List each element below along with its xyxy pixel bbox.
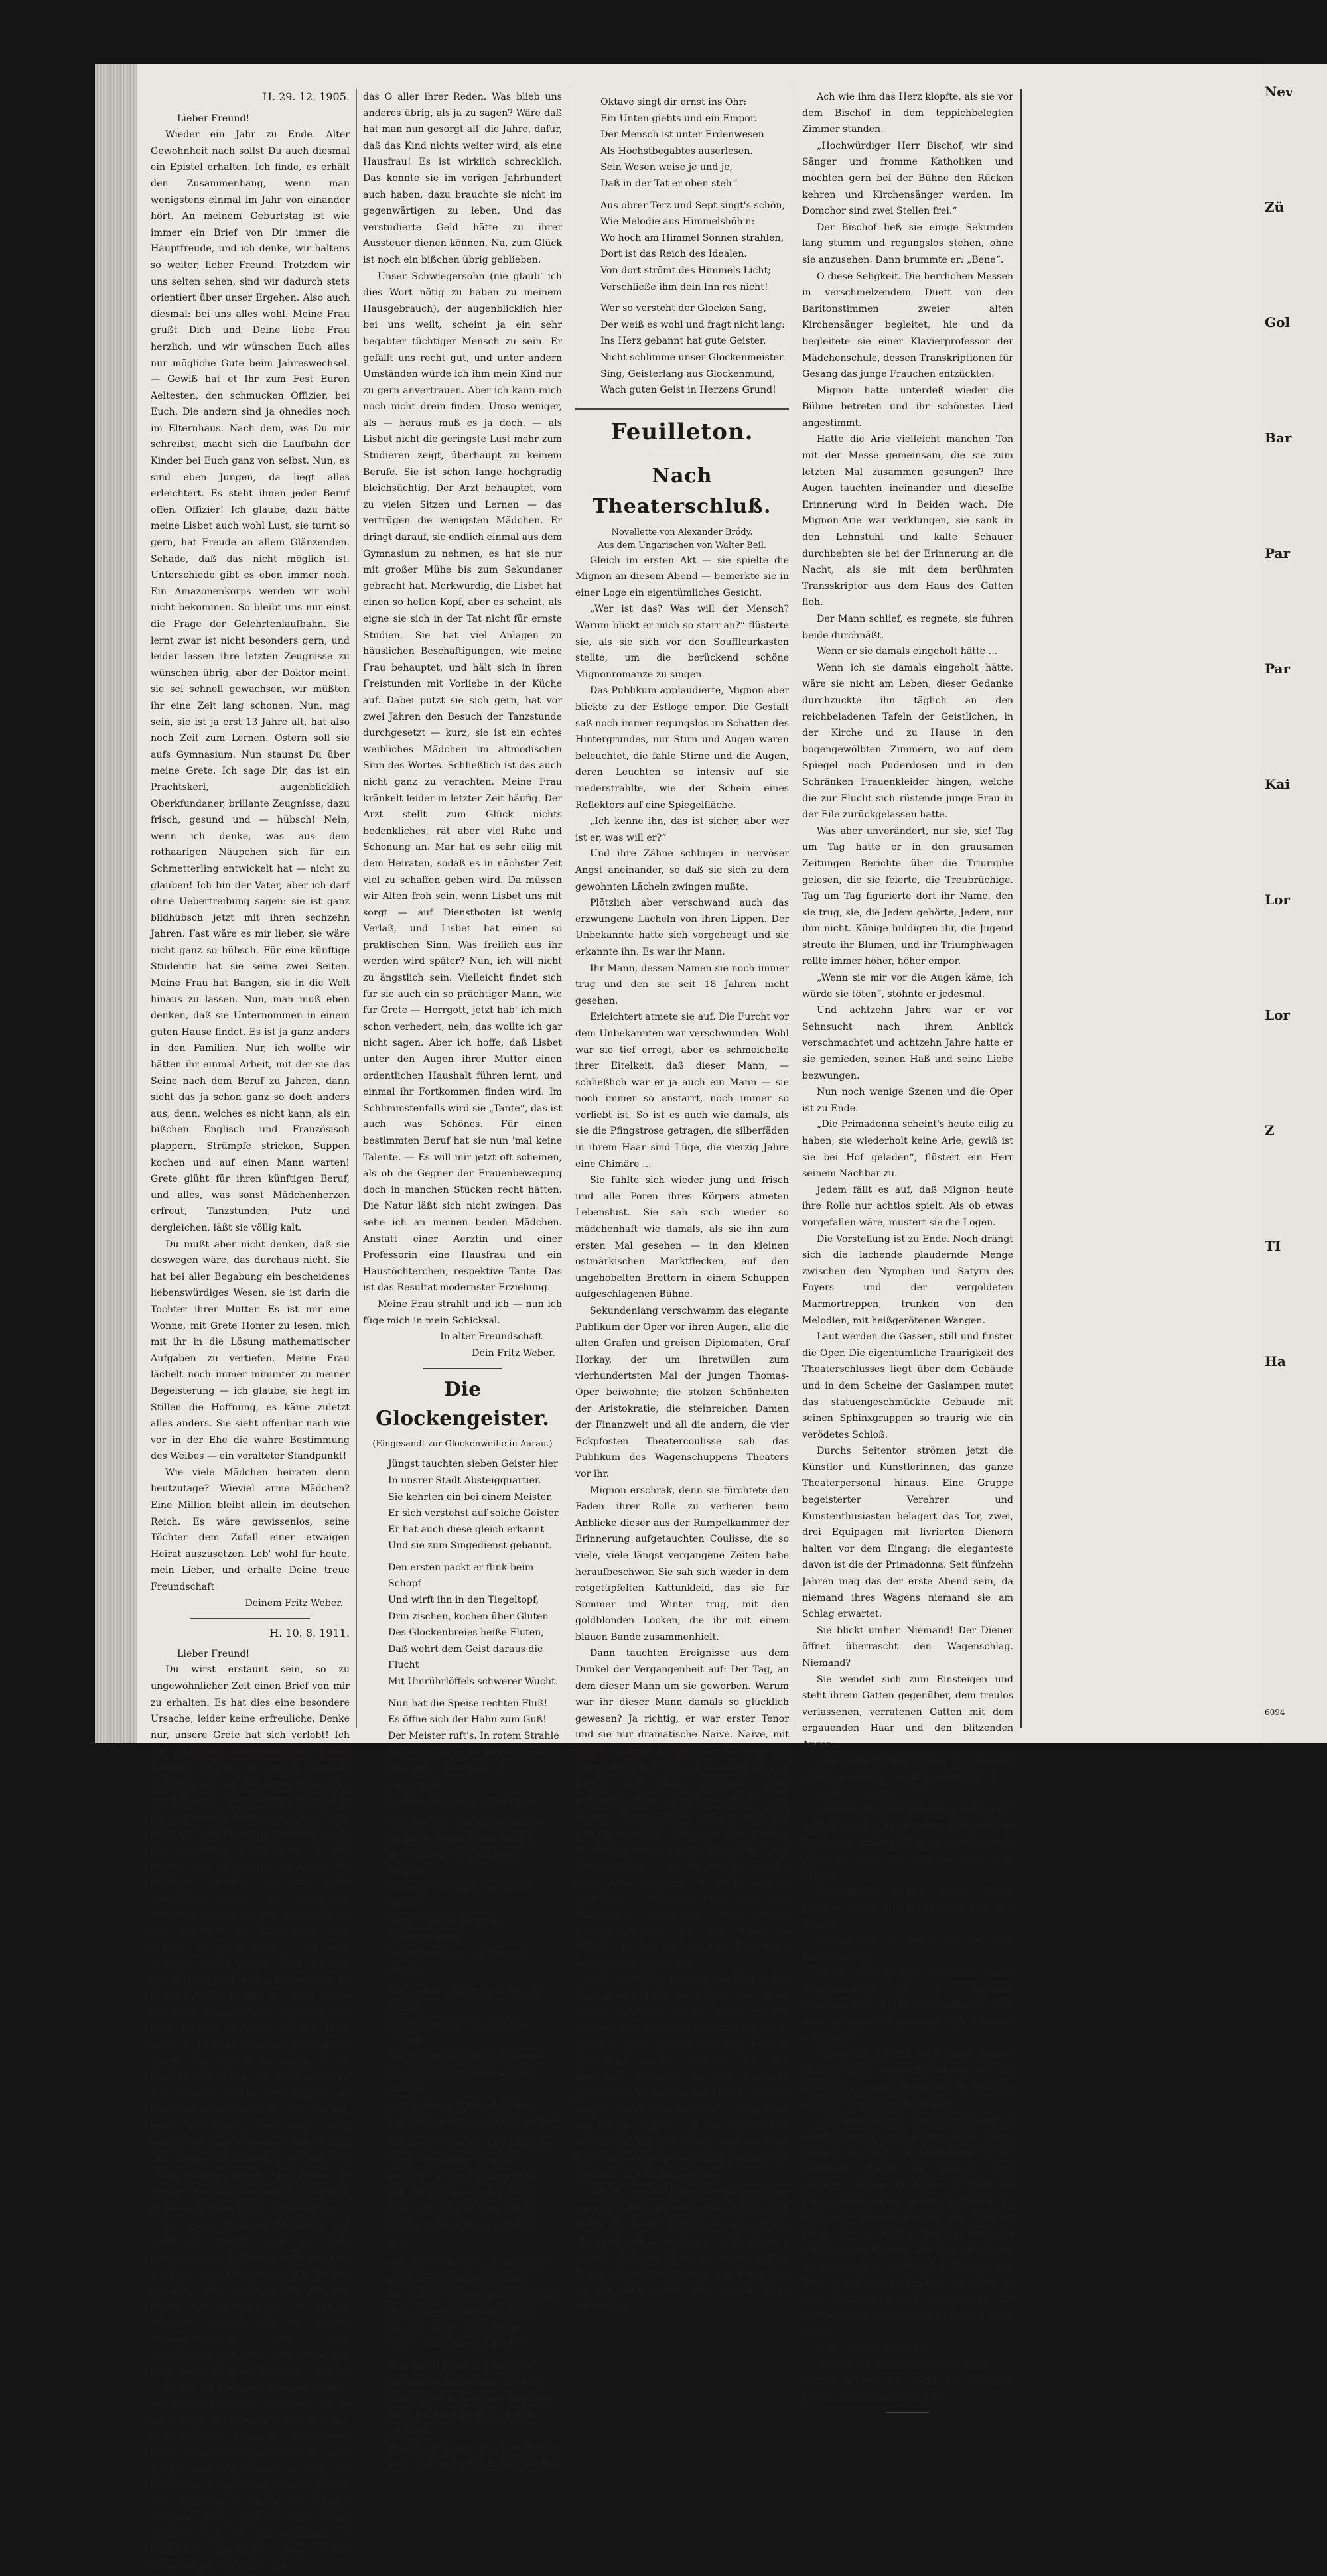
poem-line: Als Höchstbegabtes auserlesen.: [600, 145, 753, 157]
poem-stanza: [575, 198, 789, 296]
poem-line: Der Glocken sieben goß der Meister;: [388, 1850, 522, 1877]
story-paragraph: „Wenn sie mir vor die Augen käme, ich würde sie töten“, stöhnte er jedesmal.: [802, 973, 1013, 1000]
poem-line: Sing, Geisterlang aus Glockenmund,: [600, 368, 775, 379]
margin-heading-fragment: Kai: [1265, 776, 1290, 792]
poem-line: So hört man wie, so Ringend spricht.: [388, 1948, 526, 1976]
story-paragraph: „Die Primadonna scheint's heute eilig zu haben; sie wiederholt keine Arie; gewiß ist sie bei Hof geladen“, flüstert ein Herr seinem Nachbar zu.: [802, 1119, 1013, 1180]
story-title: Nach Theaterschluß.: [593, 464, 772, 518]
poem-stanza: [575, 94, 789, 192]
story-paragraph: Dann tauchten Ereignisse aus dem Dunkel der Vergangenheit auf: Der Tag, an dem dieser Mann um sie geworben. Warum war ihr dieser Mann damals so glücklich gewesen? Ja richtig, er war erster Tenor und sie nur dramatische Naive. Naive, mit dieser Stimme! Sie glaubte, als Frau des Tenoristen, Ansprüche auf Gesangsrollen zu haben. Ihre Rolle verlangte einen melancholischen Gesichtsausdruck und traurige Augen, und es war das erste Mal daß ihr Engel ihr näher zog: die Trauung, die Hochzeitsreise auf einem Heuwagen, die Flitterwochen — wo sie mit der Familie eines alten Komikers in einem Zimmer verlebten — Gühende Liebe und zum Mittagsbrot Schafkäse, die ersten Eifersuchtsszenen, das Alles stand so lebhaft vor ihr, daß sie jene leuchtende Jugendwärme unstrahlte.: [575, 1648, 789, 1969]
poem-line: Volksbildung, breite, tiefe, vor,: [388, 2100, 535, 2111]
column-2: [363, 89, 562, 2470]
poem-line: Von dort strömt des Himmels Licht;: [600, 265, 772, 276]
poem-line: Sein Wesen weise je und je,: [600, 162, 733, 173]
letter-paragraph: Du wirst erstaunt sein, so zu ungewöhnlicher Zeit einen Brief von mir zu erhalten. Es hat dies eine besondere Ursache, leider keine erfreuliche. Denke nur, unsere Grete hat sich verlobt! Ich bin noch ganz benommen von diesem Ereignis, welches in andern Familien vielleicht als ein freudiges bezeichnet werden würde. Aber bei uns! Nein, hätte ich so etwas für möglich gehalten. Grete hatte eben ihr Physikum bestanden, sehr gut bestanden, trotzdem sie in der letzten Zeit oft meinte, es kämen ihr mitunter Zweifel, ob ihre Kraft ausreichen würde für praktische Verwertung ihrer Studien. Das sollte so viel Schweres zu überwinden. Das nehme ich nicht ernst — es geht Männern häufig ebenso. Kurz, ich war glücklich und sah meine Grete schon im Doktorhut. Da kommt sie eines Tages angereist, ganz plötzlich, wirft sich erst ihrer Mutter, dann mir an den Hals, weint, lacht, und ruft aus: Ach, Ihr lieben Eltern, ich bin ja so glücklich, so unendlich glücklich, ich habe mich mit Mar Herzer verlobt! Du kannst Dir unsern Schrecken denken, d. h. meinen, müßt' ich sagen, denn meine Frau machte ein ganz befriedigte Miene dazu und behauptete hinterher, sie hätte so etwas kommen sehen. Mar Herzer ist nämlich der Sohn des Schulrates Herzer, in dessen Familie Grete in Pension war.: [151, 1664, 350, 2214]
story-paragraph: Nun noch wenige Szenen und die Oper ist zu Ende.: [802, 1087, 1013, 1114]
poem-line: Wach guten Geist in Herzens Grund!: [600, 385, 776, 396]
column-3: [575, 89, 789, 2312]
poem-stanza: [363, 1696, 562, 1810]
poem-line: Aus zweiter Glocke, Terz heißt sie,: [388, 2138, 554, 2149]
story-paragraph: „Weißt Du, daß ich noch immer Deinen Namen trage? vielleicht solltest wir gar nicht mehr auseinandergehen, da doch die Komödie ohnehin zu Ende geht.“: [802, 2049, 1013, 2110]
letter-salutation: Lieber Freund!: [177, 113, 250, 124]
story-paragraph: O diese Seligkeit. Die herrlichen Messen in verschmelzendem Duett von den Baritonstimmen zweier alten Kirchensänger begleitet, hie und da begleitete sie einer Klavierprofessor der Mädchenschule, dessen Transkriptionen für Gesang das junge Frauchen entzückten.: [802, 271, 1013, 380]
story-paragraph: Und ihre Zähne schlugen in nervöser Angst aneinander, so daß sie sich zu dem gewohnten Lächeln zwingen mußte.: [575, 848, 789, 892]
story-paragraph: Stumm sitzt er neben ihr, sie aber flüstert hastig:: [802, 1935, 1013, 1962]
poem-line: Ins Erz der Glocke, ist gebannt.: [388, 1796, 540, 1807]
story-paragraph: „Werden Sie mich besuchen, natürlich!“ ergänzt sie die abgerissenen Worte und in die Kissen sinkend führt sie lächelnd fort: „Kommen Sie, wir sind ja nach dem Theater.“: [802, 1804, 1013, 1881]
margin-heading-fragment: Par: [1265, 661, 1290, 677]
poem-line: Den ersten packt er flink beim Schopf: [388, 1562, 534, 1590]
story-paragraph: Erleichtert atmete sie auf. Die Furcht vor dem Unbekannten war verschwunden. Wohl war sie tief erregt, aber es schmeichelte ihrer Eitelkeit, daß dieser Mann, — schließlich war er ja auch ein Mann — sie noch immer so anstarrt, noch immer so verliebt ist. So ist es auch wie damals, als sie die Pfingstrose getragen, die silberfäden in ihrem Haar sind Lüge, die vierzig Jahre eine Chimäre ...: [575, 1012, 789, 1170]
story-paragraph: Und leise flüsterte sie:: [817, 2342, 925, 2354]
poem-line: Die Erde ist ein Wundergarten: [388, 2171, 535, 2182]
margin-heading-fragment: Lor: [1265, 892, 1290, 908]
poem-line: Ins Herz gebannt hat gute Geister,: [600, 336, 766, 347]
adjacent-page-edge: [1261, 64, 1327, 1743]
story-paragraph: Sekundenlang verschwamm das elegante Publikum der Oper vor ihren Augen, alle die alten Grafen und greisen Diplomaten, Graf Horkay, der um ihretwillen zum vierhundertsten Mal der jungen Thomas-Oper beiwohnte; die stolzen Schönheiten der Aristokratie, die steinreichen Damen der Finanzwelt und all die andern, die vier Eckpfosten Theatercoulisse sah das Publikum des Wagenschuppens Theaters vor ihr.: [575, 1306, 789, 1479]
page-binding: [95, 64, 137, 1743]
poem-line: Zu hallen mächtig es beginnt:: [388, 2273, 531, 2285]
letter-signature: Deinem Fritz Weber.: [245, 1597, 343, 1609]
poem-line: Singt lebensfrohe Melodie:: [388, 2154, 518, 2165]
poem-line: Was du auch tust, wie du es treibst,: [388, 2442, 559, 2453]
poem-line: Wie Melodie aus Himmelshöh'n:: [600, 216, 755, 228]
poem-line: Wenn Einer sich zu weit vergriffen,: [388, 2393, 557, 2404]
poem-line: Jüngst tauchten sieben Geister hier: [388, 1459, 558, 1470]
poem-line: Der weiß es wohl und fragt nicht lang:: [600, 319, 785, 330]
poem-line: Und wirft ihn in den Tiegeltopf,: [388, 1595, 539, 1606]
story-paragraph: Laut werden die Gassen, still und finster die Oper. Die eigentümliche Traurigkeit des Theaterschlusses liegt über dem Gebäude und in dem Scheine der Gaslampen mutet das statuengeschmückte Gebäude mit seinen Sphinxgruppen so traurig wie ein verödetes Schloß.: [802, 1331, 1013, 1440]
poem-line: Die edle Kraft, die ist in dir,: [388, 2323, 521, 2334]
letter-dateline: H. 29. 12. 1905.: [263, 90, 350, 103]
story-paragraph: Stolz und mutig warf sie den Kopf in den Nacken und blickte zu dem Gatten empor, dessen knochiges Antlitz wieder in den Schatten tauchte. Ernst und starr blickte er hinunter. Dieser Akt, in dem seine Frau so hinreißend spielte, machte auf ihn denselben Eindruck wie vor achtzehn Jahren. Sie wollte morden, töten, sterben mögen, als er in seine Frau — wenn auch nur auf der Bühne — in den Armen eines andern sah. Ein Zittern voll Qual und Pein, dann wieder durchrieselte ihn abermals der Gedanke: nur ihr, sie war mein.: [575, 1974, 789, 2181]
poem-line: Aus obrer Terz und Sept singt's schön,: [600, 200, 786, 211]
poem-stanza: [363, 1984, 562, 2130]
poem-line: Dem Andern gebe Deine Treue!: [388, 2307, 540, 2317]
letter-dateline: H. 10. 8. 1911.: [269, 1627, 350, 1640]
poem-line: Verschließe ihm dein Inn'res nicht!: [600, 281, 768, 293]
story-paragraph: „Es war so schön, als wir anfingen . . . . Warum sollten wir nicht bei einander bleiben nach Theaterschluß?“: [802, 2359, 1013, 2403]
poem-line: Nicht schlimme unser Glockenmeister.: [600, 352, 786, 363]
poem-line: Mit Bildung, der Weg zu Frieden;: [388, 2051, 548, 2063]
story-paragraph: Mignon erschrak, denn sie fürchtete den Faden ihrer Rolle zu verlieren beim Anblicke dieser aus der Rumpelkammer der Erinnerung aufgetauchten Coulisse, die so viele, viele längst vergangene Zeiten habe heraufbeschwor. Sie sah sich wieder in dem rotgetüpfelten Kattunkleid, das sie für Sommer und Winter trug, mit den goldblonden Locken, die ihr mit einem blauen Bande zusammenhielt.: [575, 1485, 789, 1643]
poem-line: Oktave singt dir ernst ins Ohr:: [600, 97, 747, 107]
poem-line: Die vierte Glocke singt, die Sext:: [388, 2377, 545, 2388]
page-footer-number: 6094: [1265, 1708, 1285, 1717]
story-end-rule: [886, 2412, 929, 2413]
poem-line: Die Selbsterziehung keiner scheue!: [388, 2290, 559, 2301]
poem-line: Ergießt sichs in die Glockenschaale,: [388, 1747, 562, 1758]
poem-line: Der Meister ruft's. In rotem Strahle: [388, 1730, 559, 1741]
letter-closing: In alter Freundschaft: [440, 1331, 542, 1343]
margin-heading-fragment: Lor: [1265, 1007, 1290, 1023]
separator: [190, 1618, 310, 1619]
separator: [423, 1368, 502, 1369]
story-paragraph: Eine Sekunde lang stehen sie einander stumm gegenüber, endlich stammelte er:: [802, 1755, 1013, 1783]
poem-line: Nun hat die Speise rechten Fluß!: [388, 1698, 548, 1709]
poem-line: Des Glockenbreies heiße Fluten,: [388, 1627, 544, 1639]
story-paragraph: Mignon hatte unterdeß wieder die Bühne betreten und ihr schönstes Lied angestimmt.: [802, 385, 1013, 429]
poem-line: Nun höre Liebes Ton und Text,: [388, 2360, 535, 2372]
section-rule: [575, 408, 789, 410]
story-paragraph: Ach wie ihm das Herz klopfte, als sie vor dem Bischof in dem teppichbelegten Zimmer standen.: [802, 92, 1013, 135]
poem-line: Er sich verstehst auf solche Geister.: [388, 1508, 561, 1519]
column-1: [151, 89, 350, 2573]
poem-line: Sieh', daß in dir der Höh bu bleibst!: [388, 2459, 561, 2470]
poem-stanza: [363, 2358, 562, 2473]
poem-stanza: [363, 1456, 562, 1554]
story-paragraph: Wenn ich sie damals eingeholt hätte, wäre sie nicht am Leben, dieser Gedanke durchzuckte ihn täglich an den reichbeladenen Tafeln der Geistlichen, in der Kirche und zu Hause in den bogengewölbten Zimmern, wo auf dem Spiegel noch Puderdosen und in den Schränken Frauenkleider hingen, welche die zur Flucht sich rüstende junge Frau in der Eile zurückgelassen hatte.: [802, 662, 1013, 821]
poem-line: Und sie zum Singedienst gebannt.: [388, 1540, 553, 1552]
story-paragraph: Ihr Mann, dessen Namen sie noch immer trug und den sie seit 18 Jahren nicht gesehen.: [575, 963, 789, 1006]
poem-line: Aus dritter Glocke, s'ist die Quint,: [388, 2258, 551, 2269]
letter-paragraph: Wieder ein Jahr zu Ende. Alter Gewohnheit nach sollst Du auch diesmal ein Epistel erhalten. Ich finde, es erhält den Zusammenhang, wenn man wenigstens einmal im Jahr von einander hört. An meinem Geburtstag ist wie immer ein Brief von Dir immer die Hauptfreude, und ich denke, wir haltens so weiter, lieber Freund. Trotzdem wir uns selten sehen, sind wir dadurch stets orientiert über unser Ergehen. Also auch diesmal: bei uns alles wohl. Meine Frau grüßt Dich und Deine liebe Frau herzlich, und wir wünschen Euch alles nur mögliche Gute beim Jahreswechsel. — Gewiß hat et Ihr zum Fest Euren Aeltesten, den schmucken Offizier, bei Euch. Die andern sind ja ohnedies noch im Elternhaus. Nach dem, was Du mir schreibst, macht sich die Laufbahn der Kinder bei Euch ganz von selbst. Nun, es sind eben Jungen, da liegt alles erleichtert. Es steht ihnen jeder Beruf offen. Offizier! Ich glaube, dazu hätte meine Lisbet auch wohl Lust, sie turnt so gern, hat Freude an allem Glänzenden. Schade, daß das nicht möglich ist. Unterschiede gibt es eben immer noch. Ein Amazonenkorps werden wir wohl nicht bekommen. So bleibt uns nur einst die Frage der Gelehrtenlaufbahn. Sie lernt zwar ist nicht besonders gern, und leider lassen ihre letzten Zeugnisse zu wünschen übrig, aber der Doktor meint, sie sei schnell gewachsen, wir müßten ihr eine Zeit lang schonen. Nun, mag sein, sie ist ja erst 13 Jahre alt, hat also noch Zeit zum Lernen. Ostern soll sie aufs Gymnasium. Nun staunst Du über meine Grete. Ich sage Dir, das ist ein Prachtskerl, augenblicklich Oberkfundaner, brillante Zeugnisse, dazu frisch, gesund und — hübsch! Nein, wenn ich denke, was aus dem rothaarigen Näupchen sich für ein Schmetterling entwickelt hat — nicht zu glauben! Ich bin der Vater, aber ich darf ohne Uebertreibung sagen: sie ist ganz bildhübsch jetzt mit ihren sechzehn Jahren. Fast wäre es mir lieber, sie wäre nicht ganz so hübsch. Für eine künftige Studentin hat sie seine zwei Seiten. Meine Frau hat Bangen, sie in die Welt hinaus zu lassen. Nun, man muß eben denken, daß sie Unternommen in einem guten Hause findet. Es ist ja ganz anders in den Familien. Nur, ich wollte wir hätten ihr einmal Arbeit, mit der sie das Seine nach dem Beruf zu Jahren, dann sieht das ja schon ganz so doch anders aus, denn, welches es nicht kann, als ein bißchen Englisch und Französisch plappern, Strümpfe stricken, Suppen kochen und auf einen Mann warten! Grete glüht für ihren künftigen Beruf, und alles, was sonst Mädchenherzen erfreut, Tanzstunden, Putz und dergleichen, läßt sie völlig kalt.: [151, 129, 350, 1233]
column-4: [802, 89, 1013, 2403]
poem-line: Doch Tore führt man leicht die Blinden.: [388, 2067, 535, 2095]
poem-subtitle: (Eingesandt zur Glockenweihe in Aarau.): [372, 1439, 553, 1450]
poem-line: In Tun und Lassen dominier!: [388, 2339, 527, 2350]
story-paragraph: Was aber unverändert, nur sie, sie! Tag um Tag hatte er in den grausamen Zeitungen Berichte über die Triumphe gelesen, die sie feierte, die Treubrüchige. Tag um Tag figurierte dort ihr Name, den sie trug, sie, die Jedem gehörte, Jedem, nur ihm nicht. Könige huldigten ihr, die Jugend streute ihr Blumen, und ihr Triumphwagen rollte immer höher, höher empor.: [802, 825, 1013, 967]
story-paragraph: „Hochwürdiger Herr Bischof, wir sind Sänger und fromme Katholiken und möchten gern bei der Bühne den Rücken kehren und Kirchensänger werden. Im Domchor sind zwei Stellen frei.“: [802, 140, 1013, 217]
margin-heading-fragment: Ha: [1265, 1353, 1286, 1369]
story-paragraph: Jedem fällt es auf, daß Mignon heute ihre Rolle nur achtlos spielt. Als ob etwas vorgefallen wäre, mustert sie die Logen.: [802, 1184, 1013, 1228]
story-paragraph: Hatte die Arie vielleicht manchen Ton mit der Messe gemeinsam, die sie zum letzten Mal zusammen gesungen? Ihre Augen tauchten ineinander und dieselbe Erinnerung wird in Beiden wach. Die Mignon-Arie war verklungen, sie sank in den Lehnstuhl und kalte Schauer durchbebten sie bei der Erinnerung an die Nacht, als sie mit dem berühmten Transskriptor aus dem Haus des Gatten floh.: [802, 434, 1013, 608]
margin-heading-fragment: Bar: [1265, 430, 1292, 446]
letter-paragraph: Du mußt aber nicht denken, daß sie deswegen wäre, das durchaus nicht. Sie hat bei aller Begabung ein bescheidenes liebenswürdiges Wesen, sie ist darin die Tochter ihrer Mutter. Es ist mir eine Wonne, mit Grete Homer zu lesen, mich mit ihr in die Lösung mathematischer Aufgaben zu vertiefen. Meine Frau lächelt noch immer minunter zu meiner Begeisterung — ich glaube, sie hegt im Stillen die Hoffnung, es käme zuletzt alles anders. Sie sieht offenbar nach wie vor in der Ehe die wahre Bestimmung des Weibes — ein veralteter Standpunkt!: [151, 1239, 350, 1462]
newspaper-page: [95, 64, 1263, 2573]
story-paragraph: „Ich kenne ihn, das ist sicher, aber wer ist er, was will er?“: [575, 816, 789, 843]
poem-title: Die Glockengeister.: [376, 1378, 549, 1431]
poem-line: Wer so versteht der Glocken Sang,: [600, 303, 767, 314]
poem-line: Und wie den ersten er bezwang,: [388, 1817, 543, 1828]
poem-stanza: [363, 1815, 562, 1978]
poem-line: Der Mensch ist unter Erdenwesen: [600, 129, 764, 141]
poem-line: Es mit den andern ihm gelang.: [388, 1834, 535, 1845]
poem-line: Wenn anklopft Klöppels Schwergewicht,: [388, 1915, 502, 1942]
story-paragraph: Plötzlich aber verschwand auch das erzwungene Lächeln von ihren Lippen. Der Unbekannte hatte sich vorgebeugt und sie erkannte ihn. Es war ihr Mann.: [575, 898, 789, 957]
letter-paragraph: Der junge Mann ist Mediziner und steht im Begriff, sich als Arzt niederzulassen. Natürlich hatte er unser Studium ihn öfters in seinen Briefen erwähnt, aber dabei dachte ich mir nichts. Das Interesse für die gleiche Studium musste sie ja beiden zusammenführen. Nun war selbstverständlich erst sehr böse und hielt Grete eine große Strafrede, aber sie — lachte mich einfach aus und meinte, zur Aerztin bestimmt, nun werde sie ja zur Aerztin in der einfacheren Art einer Frau Doktorin! Es sei ihr freilich erst recht schwer gefallen, sie habe ihre Studien sehr lieb gehabt, sie wolle sie jetzt ihrem Verlobten nicht nachtun, und Mar wünschte sie hätte im weiteren Studium fertig, das sie mir weiter studiere, und sie mir glücklich, so unendlich glücklich. Diese letzte Versicherung war das A und: [151, 2219, 350, 2573]
story-paragraph: „Weißt Du, daß ich von Beiden schon Theaterschluß? Ja, ja, umsonst, Theaterschluß. Finita la commedia! Jetzt noch ein gutes Souper und dann schlafen, schlafen.“: [802, 1968, 1013, 2044]
story-paragraph: Die Vorstellung ist zu Ende. Noch drängt sich die lachende plaudernde Menge zwischen den Nymphen und Satyrn des Foyers und der vergoldeten Marmortreppen, trunken von den Melodien, mit heißgerötenen Wangen.: [802, 1233, 1013, 1326]
margin-heading-fragment: Z: [1265, 1122, 1275, 1138]
story-paragraph: Der Bischof ließ sie einige Sekunden lang stumm und regungslos stehen, ohne sie anzusehen. Dann brummte er: „Bene“.: [802, 222, 1013, 265]
story-paragraph: Als sie von der Bühne verschwand, war sie erleichtert, auf jeden Fall, daß sie ihm nicht mit ihrem Herzen von der Bühne Abschied nahm, weil er's nicht ertragen konnte, daß sie Blicke an einen andern Mann verschwendete, daß sie Komödiant sie umarmen durfte, weil es die Rolle vorschrieb.: [575, 2187, 789, 2312]
poem-line: Erstarrt. — Der Geist ist eingespannt: [388, 1763, 505, 1791]
story-paragraph: Und achtzehn Jahre war er vor Sehnsucht nach ihrem Anblick verschmachtet und achtzehn Jahre hatte er sie gemieden, seinen Haß und seine Liebe bezwungen.: [802, 1005, 1013, 1081]
story-byline: Novellette von Alexander Bródy.: [611, 527, 753, 537]
story-paragraph: Durchs Seitentor strömen jetzt die Künstler und Künstlerinnen, das ganze Theaterpersonal hinaus. Eine Gruppe begeisterter Verehrer und Kunstenthusiasten belagert das Tor, zwei, drei Equipagen mit livrierten Dienern halten vor dem Eingang; die eleganteste davon ist die der Primadonna. Seit fünfzehn Jahren mag das der erste Abend sein, da niemand ihres Wagens niemand sie am Schlag erwartet.: [802, 1446, 1013, 1620]
story-paragraph: Sie wendet sich zum Einsteigen und steht ihrem Gatten gegenüber, dem treulos verlassenen, verratenen Gatten mit dem ergauenden Haar und den blitzenden Augen.: [802, 1674, 1013, 1750]
poem-stanza: [575, 301, 789, 399]
poem-line: Geh', labe Dich an ihrer Pracht,: [388, 2203, 540, 2214]
margin-heading-fragment: Zü: [1265, 199, 1285, 215]
section-heading: Feuilleton.: [610, 418, 754, 445]
poem-line: Wo Bildung fehlt, geht vieles krumm.: [388, 2018, 526, 2046]
poem-stanza: [363, 2135, 562, 2250]
poem-line: Gebannt sind auch die sieben Geister.: [388, 1883, 529, 1910]
poem-line: Doch nimm vor Dornen dich in acht!: [388, 2220, 535, 2247]
poem-line: Dort ist das Reich des Idealen.: [600, 249, 747, 260]
poem-stanza: [363, 1560, 562, 1690]
poem-line: Aus großer Glocke tönts: Bimm, bumm!: [388, 1986, 541, 2013]
poem-line: In unsrer Stadt Absteigquartier.: [388, 1475, 541, 1486]
poem-line: Es öffne sich der Hahn zum Guß!: [388, 1714, 547, 1726]
margin-heading-fragment: Nev: [1265, 84, 1293, 100]
poem-line: Soll Volk und Staat zur Höh' empor!: [388, 2116, 561, 2128]
letter-paragraph: Meine Frau strahlt und ich — nun ich füge mich in mein Schicksal.: [363, 1298, 562, 1326]
letter-paragraph: Unser Schwiegersohn (nie glaub' ich dies Wort nötig zu haben zu meinem Hausgebrauch), der augenblicklich hier bei uns weilt, scheint ja ein sehr begabter tüchtiger Mensch zu sein. Er gefällt uns recht gut, und unter andern Umständen würde ich ihm mein Kind nur zu gern anvertrauen. Aber ich kann mich noch nicht drein finden. Umso weniger, als — heraus muß es ja doch, — als Lisbet nicht die geringste Lust mehr zum Studieren zeigt, überhaupt zu keinem Berufe. Sie ist schon lange hochgradig bleichsüchtig. Der Arzt behauptet, vom zu vielen Sitzen und Lernen — das vertrügen die wenigsten Mädchen. Er dringt darauf, sie endlich einmal aus dem Gymnasium zu nehmen, es hat sie nur mit großer Mühe bis zum Sekundaner gebracht hat. Merkwürdig, die Lisbet hat einen so hellen Kopf, aber es scheint, als eigne sie sich in der Tat nicht für ernste Studien. Sie hat viel Anlagen zu häuslichen Beschäftigungen, wie meine Frau behauptet, und hält sich in ihren Freistunden mit Vorliebe in der Küche auf. Dabei putzt sie sich gern, hat vor zwei Jahren den Besuch der Tanzstunde durchgesetzt — kurz, sie ist ein echtes weibliches Mädchen im altmodischen Sinn des Wortes. Schließlich ist das auch nicht ganz zu verachten. Meine Frau kränkelt leider in letzter Zeit häufig. Der Arzt stellt zum Glück nichts bedenkliches, rät aber viel Ruhe und Schonung an. Mar hat es sehr eilig mit dem Heiraten, sodaß es in nächster Zeit viel zu schaffen geben wird. Da müssen wir Alten froh sein, wenn Lisbet uns mit sorgt — auf Dienstboten ist wenig Verlaß, und Lisbet hat einen so praktischen Sinn. Was freilich aus ihr werden wird später? Nun, ich will nicht zu ängstlich sein. Vielleicht findet sich für sie auch ein so prächtiger Mann, wie für Grete — Herrgott, jetzt hab' ich mich schon verhedert, nein, das wollte ich gar nicht sagen. Aber ich hoffe, daß Lisbet unter den Augen ihrer Mutter einen ordentlichen Haushalt führen lernt, und einmal ihr Fortkommen finden wird. Im Schlimmstenfalls wird sie „Tante“, das ist auch was Schönes. Für einen bestimmten Beruf hat sie nun 'mal keine Talente. — Es will mir jetzt oft scheinen, als ob die Gegner der Frauenbewegung doch in manchen Stücken recht hätten. Die Natur läßt sich nicht zwingen. Das sehe ich an meinen beiden Mädchen. Anstatt einer Aerztin und einer Professorin eine Hausfrau und ein Haustöchterchen, respektive Tante. Das ist das Resultat modernster Erziehung.: [363, 271, 562, 1294]
margin-heading-fragment: Gol: [1265, 314, 1291, 330]
column-rule: [356, 89, 357, 1728]
story-paragraph: Sie sprach so leise und so rasch, daß er kaum verstand, was sie sagte. Ganz so wie damals. Sie hatte ja noch diesen alten Ausdruck! Waren Sie gealtert oder geläutert, würde ihr Augen so? Dich die Züge hatten einen andern Ausdruck. Er fühlt seine Wangen; der Duft, der Atem; er fühlte nur ihr Antlitz, hat ihr, Otterpelz streifte seine Wangen; der Duft, der Atem; er fühlte nur ihr Antlitz, hat ihr Haß und Groll und Haß hinschmolzen, als fließe in tiefe Melancholie sich verwandelte, als höre er, so leise und traurige Klänge eines Cellos.: [802, 2114, 1013, 2338]
story-paragraph: Der Mann schlief, es regnete, sie fuhren beide durchnäßt.: [802, 614, 1013, 641]
poem-line: Mit Umrührlöffels schwerer Wucht.: [388, 1676, 559, 1688]
poem-line: Daß in der Tat er oben steh'!: [600, 178, 738, 189]
story-paragraph: „Jetzt — — jetzt — —“: [817, 1788, 922, 1799]
poem-line: Daß wehrt dem Geist daraus die Flucht: [388, 1643, 543, 1671]
story-paragraph: Sie fühlte sich wieder jung und frisch und alle Poren ihres Körpers atmeten Lebenslust. Sie sah sich wieder so mädchenhaft wie damals, als sie ihn zum ersten Mal gesehen — in den kleinen ostmärkischen Marktflecken, auf den ungehobelten Brettern in einem Schuppen aufgeschlagenen Bühne.: [575, 1175, 789, 1300]
story-paragraph: Mechanisch, seiner Sinne kaum mächtig, steigt er ein, und fort rollt der Wagen.: [802, 1886, 1013, 1930]
letter-signature: Dein Fritz Weber.: [472, 1347, 555, 1359]
letter-paragraph: Wie viele Mädchen heiraten denn heutzutage? Wieviel arme Mädchen? Eine Million bleibt allein im deutschen Reich. Es wäre gewissenlos, seine Töchter dem Zufall einer etwaigen Heirat auszusetzen. Leb' wohl für heute, mein Lieber, und erhalte Deine treue Freundschaft: [151, 1467, 350, 1593]
story-paragraph: Gleich im ersten Akt — sie spielte die Mignon an diesem Abend — bemerkte sie in einer Loge ein eigentümliches Gesicht.: [575, 555, 789, 598]
poem-line: Voll duft'ger Rosen aller Arten.: [388, 2187, 537, 2198]
poem-line: Sie kehrten ein bei einem Meister,: [388, 1491, 553, 1503]
margin-heading-fragment: Par: [1265, 545, 1290, 561]
letter-salutation: Lieber Freund!: [177, 1648, 250, 1659]
poem-line: Beim Rückzug kann er abwärts schleifen,: [388, 2409, 538, 2437]
story-paragraph: Das Publikum applaudierte, Mignon aber blickte zu der Estloge empor. Die Gestalt saß noch immer regungslos im Schatten des Hintergrundes, nur Stirn und Augen waren beleuchtet, die fahle Stirne und die Augen, deren Leuchten so intensiv auf sie niederstrahlte, wie der Schein eines Reflektors auf eine Spiegelfläche.: [575, 685, 789, 811]
poem-line: Er hat auch diese gleich erkannt: [388, 1524, 545, 1535]
margin-heading-fragment: TI: [1265, 1238, 1281, 1254]
poem-line: Ein Unten giebts und ein Empor.: [600, 113, 757, 124]
poem-stanza: [363, 2255, 562, 2353]
story-paragraph: Wenn er sie damals eingeholt hätte ...: [817, 646, 998, 657]
story-translator: Aus dem Ungarischen von Walter Beil.: [597, 540, 767, 551]
story-paragraph: Sie blickt umher. Niemand! Der Diener öffnet überrascht den Wagenschlag. Niemand?: [802, 1625, 1013, 1668]
story-paragraph: „Wer ist das? Was will der Mensch? Warum blickt er mich so starr an?“ flüsterte sie, als sie sich vor den Souffleurkasten stellte, um die berückend schöne Mignonromanze zu singen.: [575, 604, 789, 680]
poem-line: Drin zischen, kochen über Gluten: [388, 1611, 549, 1622]
page-edge-rule: [1020, 89, 1022, 1728]
letter-paragraph: das O aller ihrer Reden. Was blieb uns anderes übrig, als ja zu sagen? Wäre daß hat man nun gesorgt all' die Jahre, dafür, daß das Kind nichts weiter wird, als eine Hausfrau! Es ist wirklich schrecklich. Das konnte sie im vorigen Jahrhundert auch haben, dazu brauchte sie nicht im gegenwärtigen zu leben. Und das verstudierte Geld hätte zu ihrer Aussteuer dienen können. Na, zum Glück ist noch ein bißchen übrig geblieben.: [363, 92, 562, 265]
poem-line: Wo hoch am Himmel Sonnen strahlen,: [600, 232, 784, 243]
